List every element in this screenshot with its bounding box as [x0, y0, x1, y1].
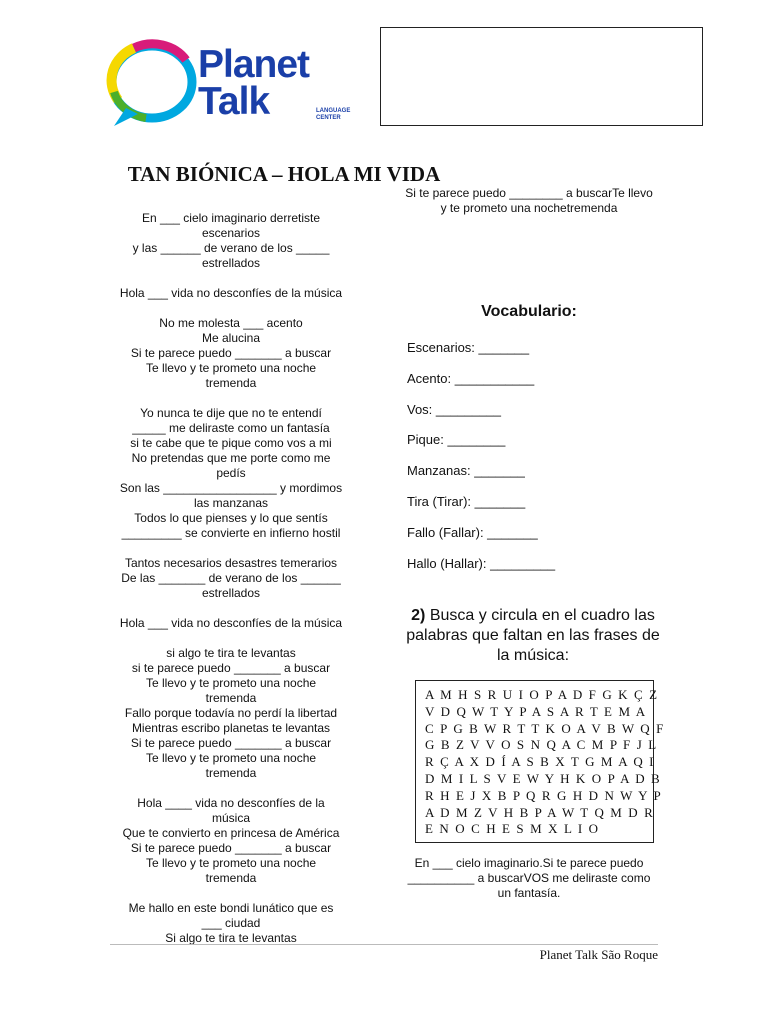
- lyric-line: si te cabe que te pique como vos a mi: [130, 436, 332, 450]
- lyric-line: Fallo porque todavía no perdí la libertad: [124, 706, 338, 720]
- exercise-sentences: [404, 856, 654, 901]
- lyric-line: Si te parece puedo _______ a buscar: [130, 841, 332, 855]
- lyric-line: Si algo te tira te levantas: [165, 931, 297, 945]
- word-search-row[interactable]: C P G B W R T T K O A V B W Q F: [425, 720, 665, 736]
- name-box[interactable]: [380, 27, 703, 126]
- vocabulary-list: [407, 340, 667, 586]
- lyric-line: Te llevo y te prometo una noche: [440, 186, 653, 215]
- lyric-line: tremenda: [205, 376, 257, 390]
- blank-line: [106, 301, 356, 316]
- word-search-row[interactable]: R H E J X B P Q R G H D N W Y P: [425, 787, 663, 803]
- logo-rings-icon: [104, 30, 204, 130]
- word-search-row[interactable]: E N O C H E S M X L I O: [425, 821, 600, 837]
- lyric-line: tremenda: [205, 766, 257, 780]
- exercise-text: Busca y circula en el cuadro las palabras que faltan en las frases de la música:: [406, 607, 660, 664]
- lyric-line: Mientras escribo planetas te levantas: [131, 721, 331, 735]
- lyric-line: Hola ____ vida no desconfíes de la: [137, 796, 325, 810]
- lyric-line: No pretendas que me porte como me: [131, 451, 331, 465]
- lyric-line: _____ me deliraste como un fantasía: [132, 421, 330, 435]
- right-lyrics-excerpt: [404, 186, 654, 216]
- vocabulary-item[interactable]: Acento: ___________: [407, 370, 535, 386]
- word-search-row[interactable]: A M H S R U I O P A D F G K Ç Z: [425, 687, 659, 702]
- lyric-line: No me molesta ___ acento: [159, 316, 303, 330]
- logo-planet-text: Planet: [198, 43, 310, 86]
- lyric-line: Te llevo y te prometo una noche: [145, 856, 317, 870]
- lyric-line: las manzanas: [193, 496, 269, 510]
- lyric-line: Hola ___ vida no desconfíes de la música: [119, 616, 343, 630]
- lyric-line: tremenda: [566, 201, 618, 215]
- word-search-row[interactable]: R Ç A X D Í A S B X T G M A Q I: [425, 754, 656, 770]
- lyric-line: De las _______ de verano de los ______: [121, 571, 341, 585]
- lyric-line: estrellados: [201, 256, 261, 270]
- vocabulary-item[interactable]: Pique: ________: [407, 432, 506, 448]
- lyric-line: Hola ___ vida no desconfíes de la música: [119, 286, 343, 300]
- word-search-row[interactable]: A D M Z V H B P A W T Q M D R: [425, 804, 655, 820]
- lyric-line: Yo nunca te dije que no te entendí: [140, 406, 322, 420]
- lyric-line: Tantos necesarios desastres temerarios: [124, 556, 338, 570]
- footer-divider: [110, 944, 658, 945]
- footer-text: Planet Talk São Roque: [539, 947, 658, 962]
- vocabulary-title: Vocabulario:: [481, 303, 577, 320]
- vocabulary-item[interactable]: Escenarios: _______: [407, 340, 530, 355]
- word-search-row[interactable]: V D Q W T Y P A S A R T E M A: [425, 703, 647, 719]
- logo-talk-text: Talk: [198, 80, 270, 123]
- lyric-line: tremenda: [205, 871, 257, 885]
- planet-talk-logo: [104, 30, 376, 130]
- word-search-grid[interactable]: [415, 680, 665, 843]
- lyric-line: Que te convierto en princesa de América: [122, 826, 340, 840]
- song-title: TAN BIÓNICA – HOLA MI VIDA: [127, 162, 441, 186]
- lyric-line: estrellados: [201, 586, 261, 600]
- exercise-2-instructions: [398, 606, 668, 666]
- lyric-line: Me hallo en este bondi lunático que es: [128, 901, 334, 915]
- exercise-sentence: En ___ cielo imaginario.: [414, 856, 543, 870]
- vocabulary-item[interactable]: Manzanas: _______: [407, 463, 525, 479]
- lyric-line: si te parece puedo _______ a buscar: [131, 661, 331, 675]
- blank-line: [106, 886, 356, 901]
- lyric-line: Si te parece puedo _______ a buscar: [130, 346, 332, 360]
- lyric-line: Si te parece puedo ________ a buscar: [405, 186, 613, 200]
- exercise-sentence: Si te parece puedo __________ a buscar: [407, 856, 644, 885]
- lyric-line: escenarios: [201, 226, 261, 240]
- lyric-line: En ___ cielo imaginario derretiste: [141, 211, 321, 225]
- lyric-line: Te llevo y te prometo una noche: [145, 751, 317, 765]
- lyric-line: Si te parece puedo _______ a buscar: [130, 736, 332, 750]
- vocabulary-item[interactable]: Vos: _________: [407, 401, 501, 417]
- exercise-number: 2): [411, 607, 426, 624]
- lyric-line: Son las _________________ y mordimos: [119, 481, 343, 495]
- lyric-line: ___ ciudad: [201, 916, 261, 930]
- lyric-line: Te llevo y te prometo una noche: [145, 361, 317, 375]
- lyric-line: _________ se convierte en infierno hostil: [121, 526, 341, 540]
- blank-line: [106, 391, 356, 406]
- blank-line: [106, 781, 356, 796]
- blank-line: [106, 541, 356, 556]
- lyric-line: pedís: [216, 466, 246, 480]
- vocabulary-item[interactable]: Fallo (Fallar): _______: [407, 524, 538, 540]
- lyric-line: y las ______ de verano de los _____: [132, 241, 330, 255]
- lyric-line: tremenda: [205, 691, 257, 705]
- blank-line: [106, 271, 356, 286]
- exercise-sentence: VOS me deliraste como un fantasía.: [497, 871, 651, 900]
- vocabulary-item[interactable]: Hallo (Hallar): _________: [407, 555, 556, 571]
- blank-line: [106, 601, 356, 616]
- lyric-line: Todos lo que pienses y lo que sentís: [134, 511, 328, 525]
- lyric-line: Te llevo y te prometo una noche: [145, 676, 317, 690]
- lyric-line: música: [211, 811, 250, 825]
- word-search-row[interactable]: D M I L S V E W Y H K O P A D B: [425, 770, 662, 786]
- lyrics-column: [106, 211, 356, 946]
- word-search-row[interactable]: G B Z V V O S N Q A C M P F J L: [425, 737, 658, 753]
- blank-line: [106, 631, 356, 646]
- lyric-line: Me alucina: [201, 331, 261, 345]
- vocabulary-item[interactable]: Tira (Tirar): _______: [407, 493, 526, 509]
- lyric-line: si algo te tira te levantas: [166, 646, 296, 660]
- logo-subtitle: LANGUAGE CENTER: [316, 108, 351, 121]
